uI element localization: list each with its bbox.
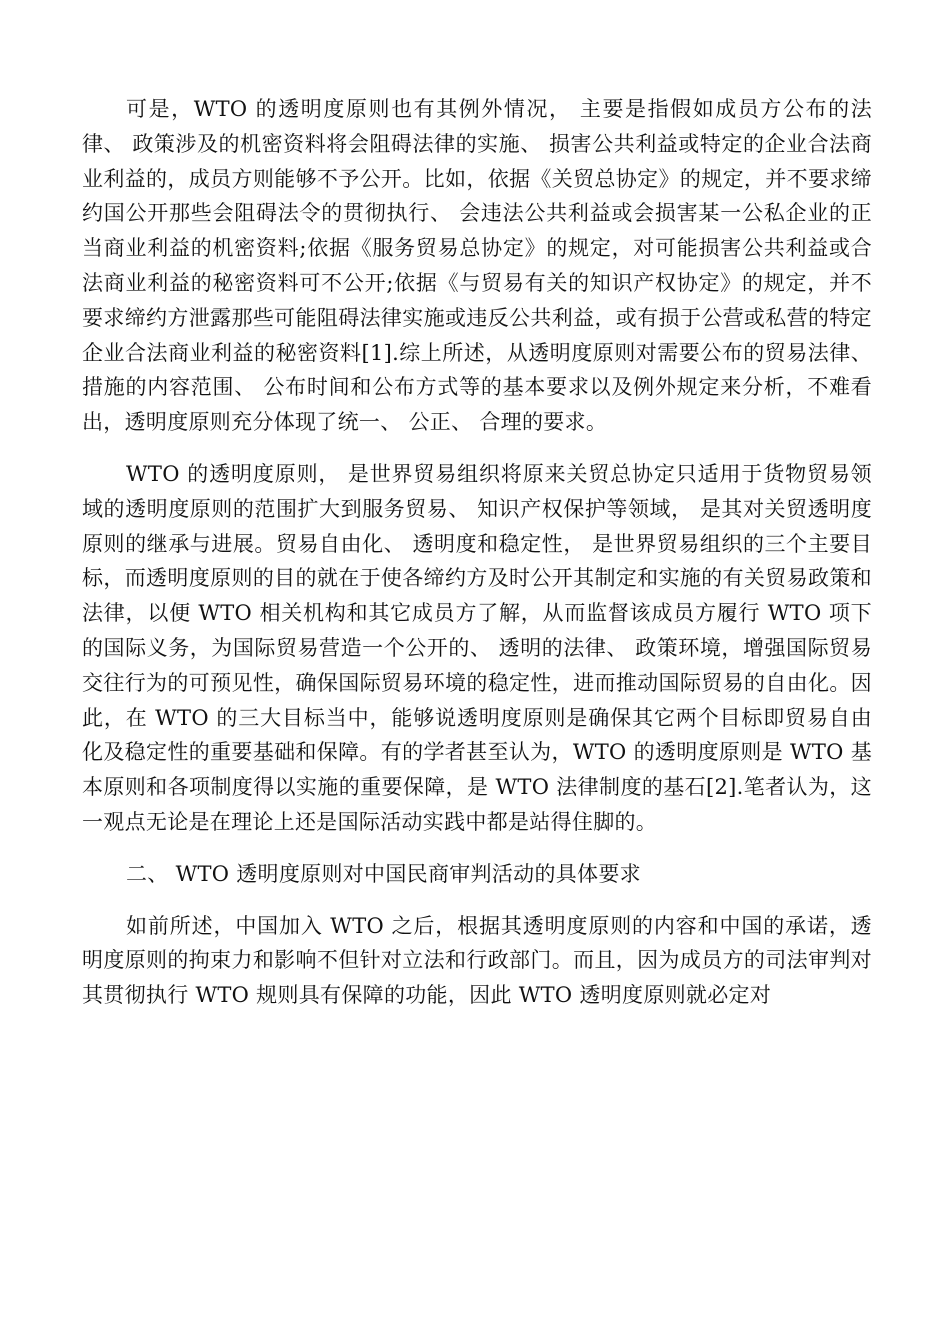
section-heading: 二、 WTO 透明度原则对中国民商审判活动的具体要求 (126, 861, 641, 886)
document-page (82, 92, 872, 1030)
paragraph-wto-transparency: WTO 的透明度原则， 是世界贸易组织将原来关贸总协定只适用于货物贸易领域的透明度原则的范围扩大到服务贸易、 知识产权保护等领域， 是其对关贸透明度原则的继承与进展。贸易自由化、 透明度和稳定性， 是世界贸易组织的三个主要目标，而透明度原则的目的就在于使各缔约方及时公开其制定和实施的有关贸易政策和法律，以便 WTO 相关机构和其它成员方了解，从而监督该成员方履行 WTO 项下的国际义务，为国际贸易营造一个公开的、 透明的法律、 政策环境，增强国际贸易交往行为的可预见性，确保国际贸易环境的稳定性，进而推动国际贸易的自由化。因此，在 WTO 的三大目标当中，能够说透明度原则是确保其它两个目标即贸易自由化及稳定性的重要基础和保障。有的学者甚至认为，WTO 的透明度原则是 WTO 基本原则和各项制度得以实施的重要保障，是 WTO 法律制度的基石[2].笔者认为，这一观点无论是在理论上还是国际活动实践中都是站得住脚的。 (82, 461, 872, 834)
paragraph-exceptions: 可是，WTO 的透明度原则也有其例外情况， 主要是指假如成员方公布的法律、 政策涉及的机密资料将会阻碍法律的实施、 损害公共利益或特定的企业合法商业利益的，成员方则能够不予公开。比如，依据《关贸总协定》的规定，并不要求缔约国公开那些会阻碍法令的贯彻执行、 会违法公共利益或会损害某一公私企业的正当商业利益的机密资料;依据《服务贸易总协定》的规定，对可能损害公共利益或合法商业利益的秘密资料可不公开;依据《与贸易有关的知识产权协定》的规定，并不要求缔约方泄露那些可能阻碍法律实施或违反公共利益，或有损于公营或私营的特定企业合法商业利益的秘密资料[1].综上所述，从透明度原则对需要公布的贸易法律、 措施的内容范围、 公布时间和公布方式等的基本要求以及例外规定来分析，不难看出，透明度原则充分体现了统一、 公正、 合理的要求。 (82, 97, 872, 435)
paragraph-closing: 如前所述，中国加入 WTO 之后，根据其透明度原则的内容和中国的承诺，透明度原则的拘束力和影响不但针对立法和行政部门。而且，因为成员方的司法审判对其贯彻执行 WTO 规则具有保障的功能，因此 WTO 透明度原则就必定对 (82, 913, 872, 1008)
